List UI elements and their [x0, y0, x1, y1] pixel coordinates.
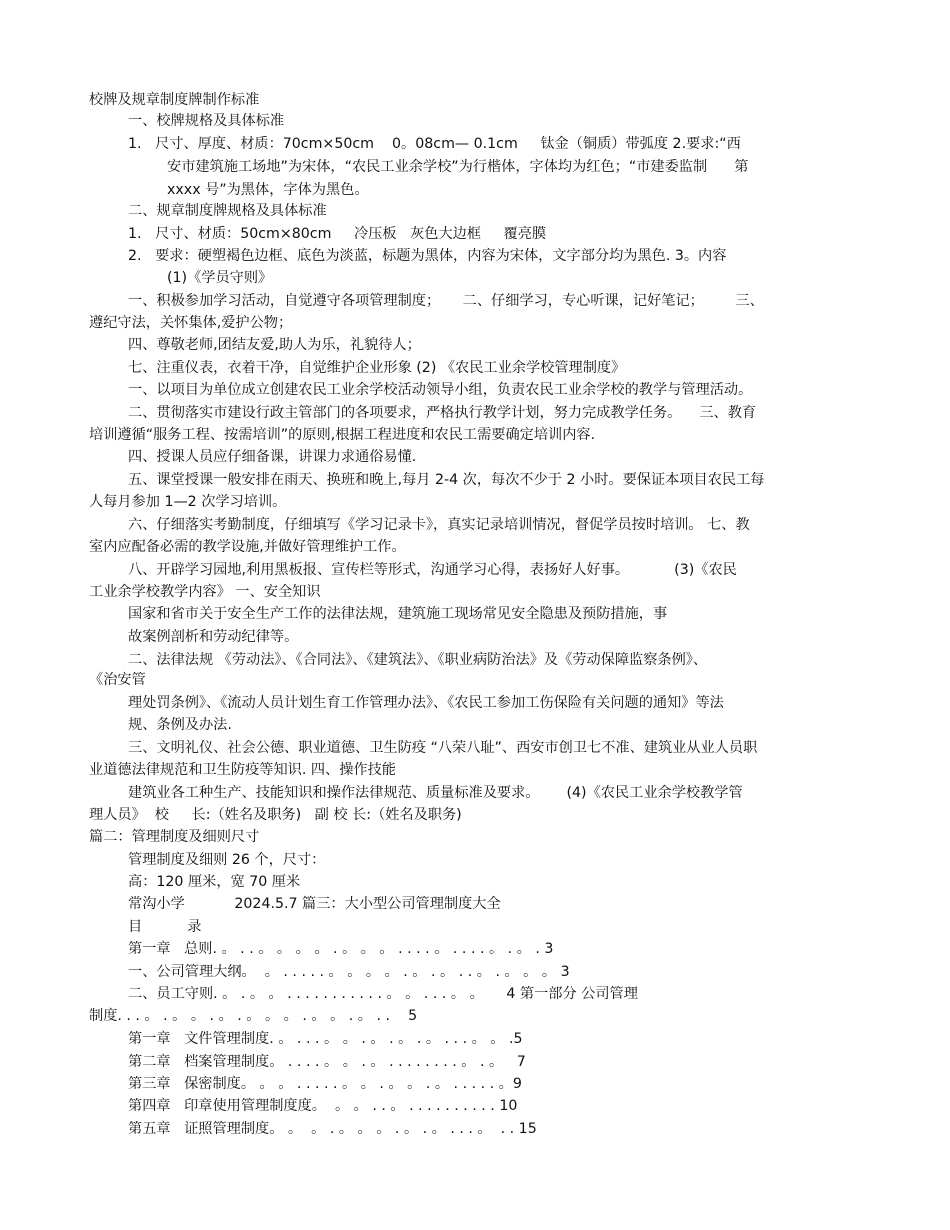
text-line: 《治安管: [89, 672, 146, 688]
document-title: 校牌及规章制度牌制作标准: [89, 92, 260, 108]
text-line: 二、贯彻落实市建设行政主管部门的各项要求，严格执行教学计划，努力完成教学任务。 三、教育: [128, 405, 757, 421]
text-line: 常沟小学 2024.5.7 篇三：大小型公司管理制度大全: [128, 896, 501, 912]
text-line: 一、以项目为单位成立创建农民工业余学校活动领导小组，负责农民工业余学校的教学与管理活动。: [128, 382, 753, 398]
text-line: 二、法律法规 《劳动法》、《合同法》、《建筑法》、《职业病防治法》及《劳动保障监察条例》、: [128, 652, 708, 668]
text-line: 国家和省市关于安全生产工作的法律法规，建筑施工现场常见安全隐患及预防措施，事: [128, 606, 668, 622]
text-line: 故案例剖析和劳动纪律等。: [128, 629, 299, 645]
text-line: 2. 要求：硬塑褐色边框、底色为淡蓝，标题为黑体，内容为宋体，文字部分均为黑色. 3。内容: [128, 248, 727, 264]
text-line: 七、注重仪表，衣着干净，自觉维护企业形象 (2) 《农民工业余学校管理制度》: [128, 360, 626, 376]
text-line: 五、课堂授课一般安排在雨天、换班和晚上,每月 2-4 次，每次不少于 2 小时。要保证本项目农民工每: [128, 472, 765, 488]
text-line: 八、开辟学习园地,利用黑板报、宣传栏等形式，沟通学习心得，表扬好人好事。 (3)《农民: [128, 562, 737, 578]
text-line: 1. 尺寸、厚度、材质：70cm×50cm 0。08cm— 0.1cm 钛金（铜质）带弧度 2.要求:“西: [128, 136, 741, 152]
text-line: 四、尊敬老师,团结友爱,助人为乐，礼貌待人；: [128, 337, 421, 353]
toc-entry: 第四章 印章使用管理制度度。 。 。 . . 。 . . . . . . . . . . 10: [128, 1098, 518, 1114]
section-heading: 篇二：管理制度及细则尺寸: [89, 829, 260, 845]
text-line: xxxx 号”为黑体，字体为黑色。: [167, 182, 369, 198]
text-line: 理人员》 校 长:（姓名及职务) 副 校 长:（姓名及职务): [89, 807, 462, 823]
text-line: 高：120 厘米，宽 70 厘米: [128, 874, 301, 890]
text-line: 建筑业各工种生产、技能知识和操作法律规范、质量标准及要求。 (4)《农民工业余学校教学管: [128, 785, 743, 801]
text-line: 1. 尺寸、材质：50cm×80cm 冷压板 灰色大边框 覆亮膜: [128, 226, 547, 242]
toc-entry: 二、员工守则. 。 . 。 。 . . . . . . . . . . . 。 。 . . . 。 。 4 第一部分 公司管理: [128, 986, 638, 1002]
text-line: 室内应配备必需的教学设施,并做好管理维护工作。: [89, 539, 406, 555]
toc-entry: 第二章 档案管理制度。 . . . . 。 。 . 。 . . . . . . . . 。 . 。 7: [128, 1054, 526, 1070]
text-line: 安市建筑施工场地”为宋体，“农民工业余学校”为行楷体，字体均为红色；“市建委监制 第: [167, 159, 749, 175]
section-heading: 二、规章制度牌规格及具体标准: [128, 203, 327, 219]
toc-entry: 一、公司管理大纲。 。 . . . . . 。 。 。 。 . 。 . 。 . . 。 . 。 。 。 3: [128, 964, 570, 980]
text-line: 人每月参加 1—2 次学习培训。: [89, 494, 287, 510]
text-line: 培训遵循“服务工程、按需培训”的原则,根据工程进度和农民工需要确定培训内容.: [89, 427, 596, 443]
text-line: 一、积极参加学习活动，自觉遵守各项管理制度； 二、仔细学习，专心听课，记好笔记； 三、: [128, 293, 764, 309]
text-line: 遵纪守法，关怀集体,爱护公物；: [89, 315, 293, 331]
text-line: 六、仔细落实考勤制度，仔细填写《学习记录卡》，真实记录培训情况，督促学员按时培训。 七、教: [128, 517, 750, 533]
text-line: (1)《学员守则》: [167, 270, 273, 286]
text-line: 理处罚条例》、《流动人员计划生育工作管理办法》、《农民工参加工伤保险有关问题的通知》等法: [128, 695, 724, 711]
toc-entry: 第五章 证照管理制度。 。 。 . 。 。 。 . 。 . 。 . . . 。 . . 15: [128, 1121, 537, 1137]
text-line: 规、条例及办法.: [128, 717, 232, 733]
text-line: 业道德法律规范和卫生防疫等知识. 四、操作技能: [89, 762, 396, 778]
toc-entry: 第三章 保密制度。 。 。 . . . . . 。 。 . 。 。 . 。 . . . . . 。9: [128, 1076, 522, 1092]
text-line: 工业余学校教学内容》 一、安全知识: [89, 584, 321, 600]
toc-entry: 第一章 文件管理制度. 。 . . . 。 。 . 。 . 。 . 。 . . . 。 。 .5: [128, 1031, 523, 1047]
toc-entry: 制度. . . 。 . 。 。 . 。 . 。 。 。 . 。 。 . 。 . . 5: [89, 1008, 418, 1024]
toc-entry: 第一章 总则. 。 . . 。 。 。 。 . 。 。 。 . . . . 。 . . . . 。 . 。 . 3: [128, 941, 554, 957]
text-line: 三、文明礼仪、社会公德、职业道德、卫生防疫 “八荣八耻”、西安市创卫七不准、建筑业从业人员职: [128, 740, 758, 756]
text-line: 管理制度及细则 26 个，尺寸：: [128, 852, 326, 868]
toc-heading: 目 录: [128, 919, 202, 935]
section-heading: 一、校牌规格及具体标准: [128, 113, 285, 129]
text-line: 四、授课人员应仔细备课，讲课力求通俗易懂.: [128, 449, 417, 465]
